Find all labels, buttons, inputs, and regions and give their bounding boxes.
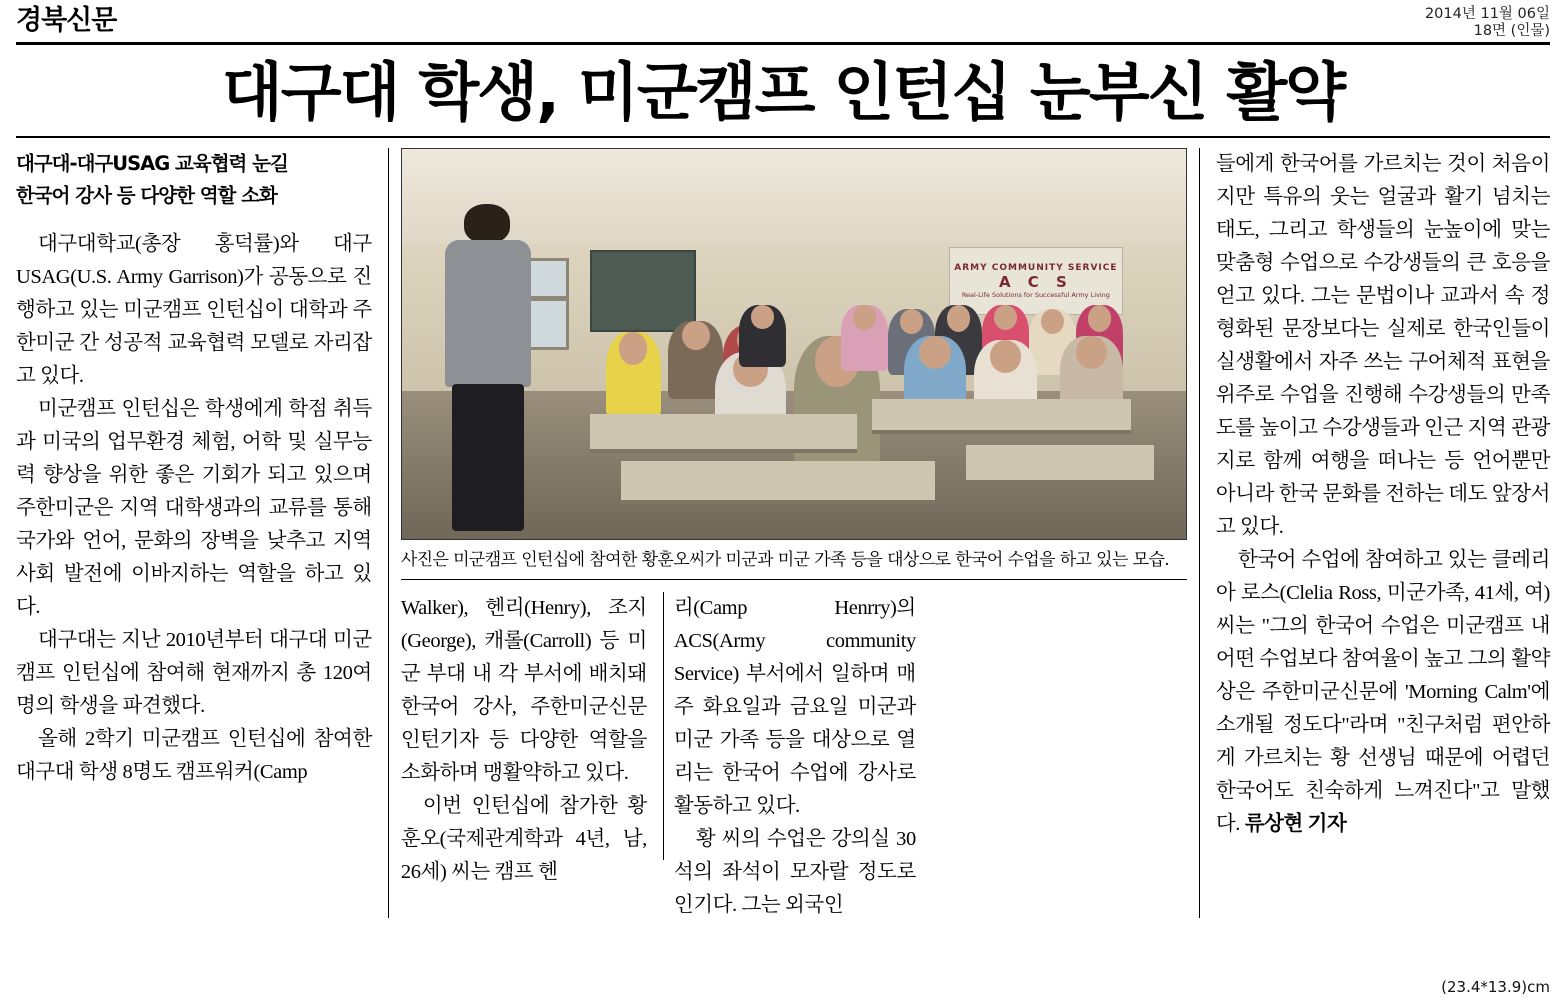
paragraph: Walker), 헨리(Henry), 조지(George), 캐롤(Carroll) 등 미군 부대 내 각 부서에 배치돼 한국어 강사, 주한미군신문 인턴기자 등 다양한 역할을 소화하며 맹활약하고 있다.	[400, 597, 647, 784]
instructor-legs	[452, 384, 524, 531]
paragraph: 대구대는 지난 2010년부터 대구대 미군캠프 인턴십에 참여해 현재까지 총 120여명의 학생을 파견했다.	[16, 629, 372, 717]
paragraph	[1216, 544, 1550, 841]
student-head	[900, 309, 924, 334]
column-divider	[388, 148, 389, 918]
column-middle	[391, 148, 1197, 938]
banner-line-1: ARMY COMMUNITY SERVICE	[954, 262, 1118, 273]
paragraph-text: 한국어 수업에 참여하고 있는 클레리아 로스(Clelia Ross, 미군가족, 41세, 여) 씨는 "그의 한국어 수업은 미군캠프 내 어떤 수업보다 참여율이 높고 그의 활약상은 주한미군신문에 'Morning Calm'에 소개될 정도다"라며 "친구처럼 편안하게 가르치는 황 선생님 때문에 어렵던 한국어도 친숙하게 느껴진다"고 말했다.	[1215, 549, 1550, 835]
column-mid-2	[664, 592, 926, 922]
lower-columns	[401, 592, 1187, 922]
photo-desk	[872, 399, 1131, 434]
paragraph: 올해 2학기 미군캠프 인턴십에 참여한 대구대 학생 8명도 캠프워커(Camp	[16, 728, 372, 783]
student-head	[682, 321, 709, 351]
photo-instructor	[445, 204, 531, 532]
column-left	[16, 148, 386, 938]
photo-student	[739, 305, 786, 367]
photo-desk	[966, 445, 1154, 484]
student-head	[1088, 305, 1112, 332]
photo-student	[841, 305, 888, 371]
subhead-1: 대구대-대구USAG 교육협력 눈길	[16, 152, 288, 175]
photo-projection-screen	[590, 250, 696, 332]
article-photo-wrapper	[401, 148, 1187, 540]
masthead-divider	[16, 42, 1550, 45]
photo-student	[606, 332, 661, 418]
column-right	[1202, 148, 1550, 938]
masthead	[16, 6, 1550, 48]
reporter-byline: 류상현 기자	[1244, 813, 1347, 835]
issue-info	[1425, 6, 1550, 40]
banner-line-3: Real-Life Solutions for Successful Army Living	[961, 290, 1110, 299]
paper-name: 경북신문	[16, 5, 117, 36]
banner-line-2: A C S	[998, 272, 1073, 291]
issue-page: 18면 (인물)	[1473, 23, 1550, 39]
article-photo	[401, 148, 1187, 540]
paragraph: 황 씨의 수업은 강의실 30석의 좌석이 모자랄 정도로 인기다. 그는 외국인	[673, 828, 916, 916]
instructor-torso	[445, 240, 531, 387]
student-head	[751, 305, 775, 329]
student-head	[619, 332, 646, 365]
subhead-block	[16, 148, 372, 212]
column-divider	[1199, 148, 1200, 918]
student-head	[994, 305, 1018, 330]
caption-divider	[401, 579, 1187, 580]
paragraph: 들에게 한국어를 가르치는 것이 처음이지만 특유의 웃는 얼굴과 활기 넘치는 태도, 그리고 학생들의 눈높이에 맞는 맞춤형 수업으로 수강생들의 큰 호응을 얻고 있다. 그는 문법이나 교과서 속 정형화된 문장보다는 실제로 한국인들이 실생활에서 자주 쓰는 구어체적 표현을 위주로 수업을 진행해 수강생들의 만족도를 높이고 수강생들과 인근 지역 관광지로 함께 여행을 떠나는 등 언어뿐만 아니라 한국 문화를 전하는 데도 앞장서고 있다.	[1215, 153, 1550, 538]
issue-date: 2014년 11월 06일	[1424, 6, 1550, 22]
paragraph: 이번 인턴십에 참가한 황훈오(국제관계학과 4년, 남, 26세) 씨는 캠프 헨	[400, 795, 647, 883]
column-mid-1	[401, 592, 663, 922]
instructor-head	[464, 204, 511, 243]
headline-divider	[16, 136, 1550, 138]
paragraph: 리(Camp Henrry)의 ACS(Army community Service) 부서에서 일하며 매주 화요일과 금요일 미군과 미군 가족 등을 대상으로 열리는 한국어 수업에 강사로 활동하고 있다.	[673, 597, 916, 817]
photo-desk	[621, 461, 935, 504]
photo-caption: 사진은 미군캠프 인턴십에 참여한 황훈오씨가 미군과 미군 가족 등을 대상으로 한국어 수업을 하고 있는 모습.	[400, 550, 1170, 570]
paragraph: 대구대학교(총장 홍덕률)와 대구USAG(U.S. Army Garrison)가 공동으로 진행하고 있는 미군캠프 인턴십이 대학과 주한미군 간 성공적 교육협력 모델로 자리잡고 있다.	[16, 233, 372, 387]
page-title: 대구대 학생, 미군캠프 인턴십 눈부신 활약	[221, 56, 1345, 129]
print-size-note: (23.4*13.9)cm	[1441, 978, 1550, 996]
subhead-2: 한국어 강사 등 다양한 역할 소화	[16, 184, 277, 207]
article-body	[16, 148, 1550, 938]
photo-desk	[590, 414, 857, 453]
student-head	[947, 305, 971, 332]
student-head	[919, 336, 950, 369]
paragraph: 미군캠프 인턴십은 학생에게 학점 취득과 미국의 업무환경 체험, 어학 및 실무능력 향상을 위한 좋은 기회가 되고 있으며 주한미군은 지역 대학생과의 교류를 통해 국가와 언어, 문화의 장벽을 낮추고 지역사회 발전에 이바지하는 역할을 하고 있다.	[16, 398, 372, 618]
student-head	[990, 340, 1021, 373]
student-head	[1076, 336, 1107, 369]
student-head	[1041, 309, 1065, 334]
student-head	[853, 305, 877, 330]
